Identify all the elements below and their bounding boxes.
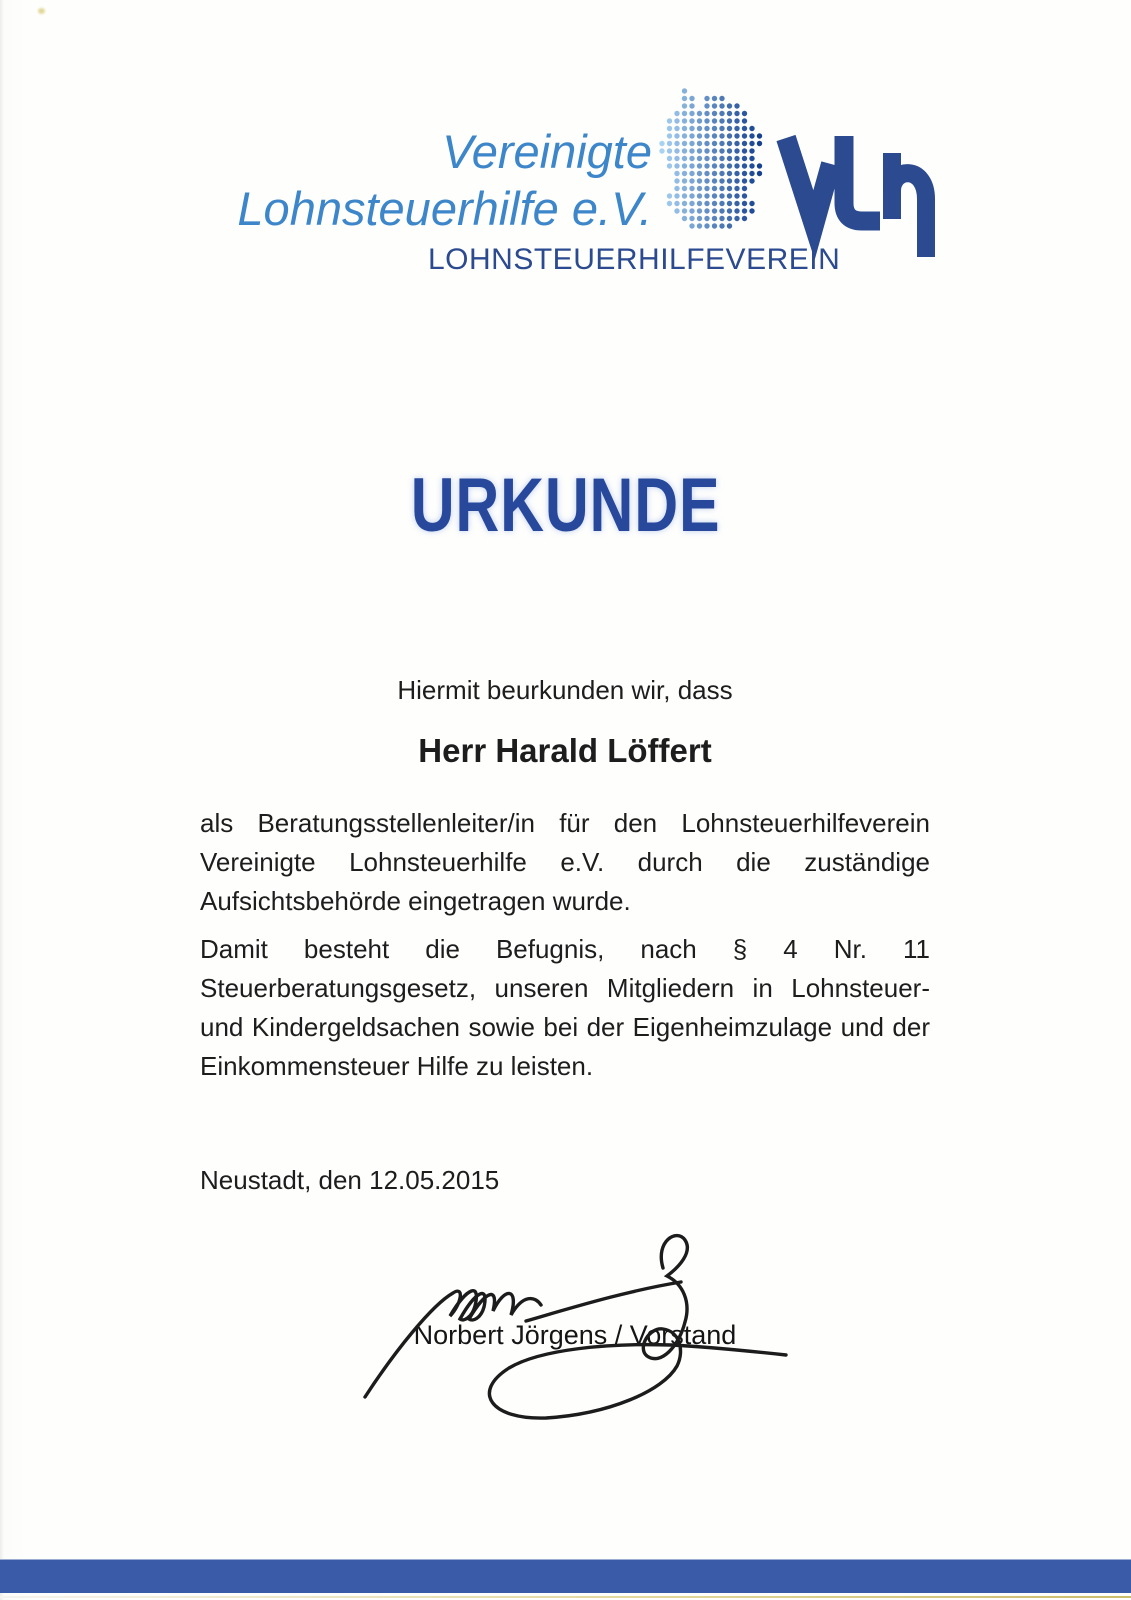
- logo-wordmark-line2: Lohnsteuerhilfe e.V.: [237, 182, 652, 235]
- germany-dot-map-icon: [657, 86, 765, 232]
- signature-block: [340, 1225, 810, 1435]
- logo-caption: LOHNSTEUERHILFEVEREIN: [428, 243, 841, 276]
- bottom-scan-line: [0, 1596, 1131, 1598]
- paragraph-authorization: als Beratungsstellenleiter/in für den Lohnsteuerhilfeverein Vereinigte Lohnsteuerhilfe e.V. durch die zuständige Aufsichtsbehörde eingetragen wurde.: [200, 808, 930, 916]
- date-line: Neustadt, den 12.05.2015: [200, 1165, 500, 1195]
- signer-name: Norbert Jörgens / Vorstand: [413, 1320, 737, 1350]
- recipient-name: Herr Harald Löffert: [418, 732, 712, 769]
- paragraph-legal-basis: Damit besteht die Befugnis, nach § 4 Nr. 11 Steuerberatungsgesetz, unseren Mitgliedern in Lohnsteuer- und Kindergeldsachen sowie bei der Eigenheimzulage und der Einkommensteuer Hilfe zu leisten.: [200, 934, 930, 1081]
- footer-bar: [0, 1559, 1131, 1593]
- signature-scribble-icon: [340, 1225, 810, 1435]
- title-wrap: [0, 463, 1131, 548]
- intro-line: Hiermit beurkunden wir, dass: [397, 675, 733, 705]
- certificate-title: URKUNDE: [410, 463, 721, 548]
- logo-wordmark: [237, 123, 652, 237]
- scan-artifact-speck: [38, 8, 45, 14]
- logo-wordmark-line1: Vereinigte: [442, 125, 652, 178]
